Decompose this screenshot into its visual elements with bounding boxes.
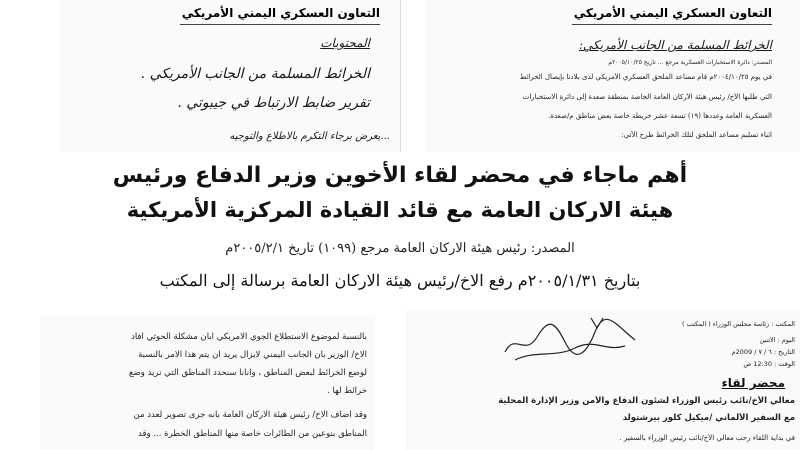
bottom-right-document bbox=[405, 310, 800, 450]
right-doc-line-1: المصدر: دائرة الاستخبارات العسكرية مرجع ... تاريخ ٢٠٠٥/١٠/٢٥م bbox=[608, 59, 772, 66]
day-label: اليوم : الاثنين bbox=[759, 336, 795, 344]
meeting-line-3: في بداية اللقاء رحب معالي الأخ/نائب رئيس الوزراء بالسفير . bbox=[619, 434, 795, 442]
bottom-left-line-4: خرائط لها . bbox=[327, 386, 367, 396]
right-document-header: التعاون العسكري اليمني الأمريكي bbox=[573, 6, 772, 20]
headline-line-1: أهم ماجاء في محضر لقاء الأخوين وزير الدفاع ورئيس bbox=[112, 163, 688, 188]
right-document-subtitle: الخرائط المسلمة من الجانب الأمريكي: bbox=[579, 38, 772, 52]
left-footer-note: ...يعرض برجاء التكرم بالاطلاع والتوجيه bbox=[229, 131, 390, 142]
meeting-line-2: مع السفير الألماني /ميكيل كلور بيرشتولد bbox=[622, 413, 795, 423]
left-document bbox=[60, 0, 401, 152]
signature-scribble bbox=[495, 312, 645, 364]
left-item-1: الخرائط المسلمة من الجانب الأمريكي . bbox=[140, 66, 370, 82]
date-label: التاريخ : ٦ / ٧ / 2009م bbox=[731, 348, 795, 356]
office-label: المكتب : رئاسة مجلس الوزراء ( المكتب ) bbox=[682, 320, 795, 328]
right-document bbox=[425, 0, 800, 152]
bottom-left-line-5: وقد اضاف الاخ/ رئيس هيئة الاركان العامة بانه جرى تصوير لعدد من bbox=[133, 410, 367, 420]
left-document-header: التعاون العسكري اليمني الأمريكي bbox=[181, 6, 380, 20]
source-line: المصدر: رئيس هيئة الاركان العامة مرجع (١٠٩٩) تاريخ ٢٠٠٥/٢/١م bbox=[225, 241, 575, 256]
left-subject-label: المحتويات bbox=[320, 36, 370, 50]
bottom-left-line-2: الاخ/ الوزير بان الجانب اليمني لايزال يريد ان يتم هذا الامر بالنسبة bbox=[138, 350, 367, 360]
date-line: بتاريخ ٢٠٠٥/١/٣١م رفع الاخ/رئيس هيئة الاركان العامة برسالة إلى المكتب bbox=[159, 271, 641, 290]
right-doc-line-2: في يوم ٢٠٠٤/١٠/٢٥م قام مساعد الملحق العسكري الأمريكي لدى بلادنا بإيصال الخرائط bbox=[519, 73, 772, 81]
bottom-left-line-6: المناطق بنوعين من الطائرات خاصة منها المناطق الخطرة ... وقد bbox=[138, 429, 367, 439]
meeting-title: محضر لقاء bbox=[721, 376, 785, 390]
left-header-rule bbox=[180, 24, 380, 25]
bottom-left-line-3: لوضع الخرائط لبعض المناطق ، وانانا سنحدد المناطق التي نريد وضع bbox=[129, 368, 367, 378]
right-doc-line-3: التي طلبها الأخ/ رئيس هيئة الأركان العامة الخاصة بمنطقة صعدة إلى دائرة الاستخبارات bbox=[522, 93, 772, 101]
headline-line-2: هيئة الاركان العامة مع قائد القيادة المركزية الأمريكية bbox=[126, 198, 674, 222]
bottom-left-line-1: بالنسبة لموضوع الاستطلاع الجوي الامريكي ابان مشكلة الحوثي افاد bbox=[131, 332, 367, 342]
time-label: الوقت : 12:30 ص bbox=[743, 360, 795, 368]
right-doc-line-4: العسكرية العامة وعددها (١٩) تسعة عشر خريطة خاصة بعض مناطق م/صعدة. bbox=[548, 112, 772, 120]
left-item-2: تقرير ضابط الارتباط في جيبوتي . bbox=[177, 95, 370, 111]
right-header-rule bbox=[572, 24, 772, 25]
meeting-line-1: معالي الأخ/نائب رئيس الوزراء لشئون الدفاع والأمن وزير الإدارة المحلية bbox=[498, 396, 795, 406]
bottom-left-document bbox=[40, 316, 375, 450]
right-doc-bullet: اثناء تسليم مساعد الملحق لتلك الخرائط طرح الآتي: bbox=[621, 131, 772, 139]
